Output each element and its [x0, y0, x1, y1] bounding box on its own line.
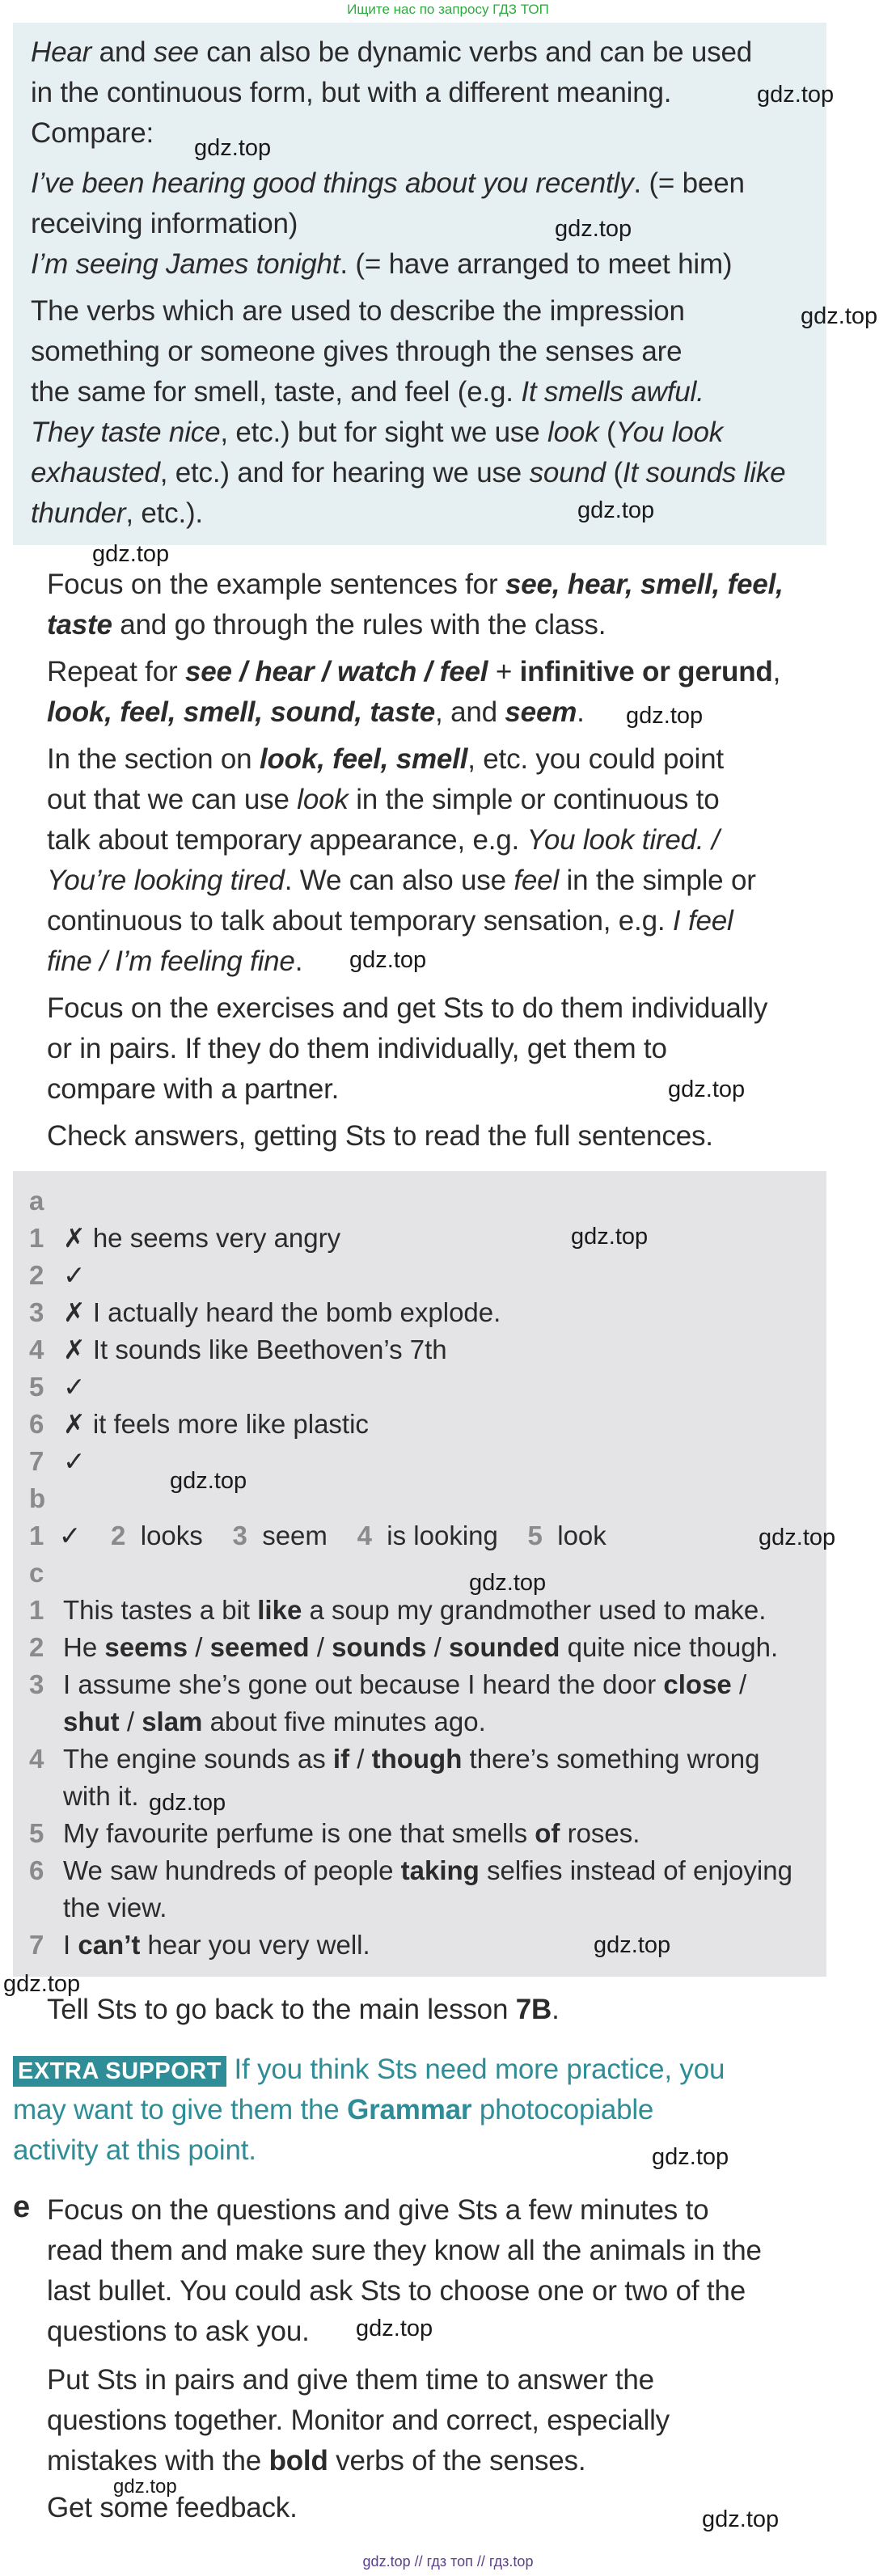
teaching-note: look, feel, smell, sound, taste, and seem. — [47, 696, 585, 728]
grammar-line: They taste nice, etc.) but for sight we use look (You look — [31, 417, 724, 448]
teaching-note: mistakes with the bold verbs of the senses. — [47, 2445, 586, 2477]
teaching-note: questions together. Monitor and correct, especially — [47, 2405, 670, 2436]
teaching-note: Repeat for see / hear / watch / feel + infinitive or gerund, — [47, 656, 781, 687]
answer-row: 2 ✓ — [29, 1260, 86, 1290]
watermark: gdz.top — [626, 703, 704, 729]
answer-section-label: c — [29, 1558, 44, 1588]
watermark: gdz.top — [149, 1790, 226, 1816]
answer-row: 2 He seems / seemed / sounds / sounded quite nice though. — [29, 1632, 779, 1662]
watermark: gdz.top — [702, 2506, 780, 2532]
back-to-lesson-note: Tell Sts to go back to the main lesson 7B. — [47, 1994, 560, 2025]
teaching-note: talk about temporary appearance, e.g. You look tired. / — [47, 824, 720, 856]
grammar-line: The verbs which are used to describe the impression — [31, 295, 685, 327]
watermark: gdz.top — [349, 947, 427, 973]
grammar-line: I’ve been hearing good things about you recently. (= been — [31, 167, 745, 199]
watermark: gdz.top — [668, 1077, 746, 1102]
answer-row-continued: with it. — [63, 1781, 139, 1811]
answer-row: 5 ✓ — [29, 1372, 86, 1402]
teaching-note: read them and make sure they know all the animals in the — [47, 2235, 762, 2266]
teaching-note: last bullet. You could ask Sts to choose one or two of the — [47, 2275, 746, 2307]
teaching-note: taste and go through the rules with the class. — [47, 609, 606, 641]
watermark: gdz.top — [757, 82, 835, 108]
teaching-note: questions to ask you. — [47, 2316, 310, 2347]
extra-support-line: activity at this point. — [13, 2134, 256, 2166]
answer-row: 7 I can’t hear you very well. — [29, 1930, 370, 1960]
answer-row: 3 I assume she’s gone out because I heard the door close / — [29, 1669, 747, 1699]
answer-row: 4 The engine sounds as if / though there’s something wrong — [29, 1744, 760, 1774]
teaching-note: Focus on the exercises and get Sts to do them individually — [47, 992, 768, 1024]
teaching-note: Focus on the example sentences for see, hear, smell, feel, — [47, 569, 784, 600]
grammar-line: something or someone gives through the senses are — [31, 336, 683, 367]
watermark: gdz.top — [356, 2316, 433, 2341]
answer-row: 1 ✓ 2 looks 3 seem 4 is looking 5 look — [29, 1521, 606, 1550]
teaching-note: Focus on the questions and give Sts a few minutes to — [47, 2194, 709, 2226]
grammar-line: exhausted, etc.) and for hearing we use sound (It sounds like — [31, 457, 786, 489]
answer-row: 1 ✗ he seems very angry — [29, 1223, 341, 1253]
teaching-note: out that we can use look in the simple or continuous to — [47, 784, 720, 815]
extra-support-label: EXTRA SUPPORT — [13, 2056, 226, 2087]
top-banner: Ищите нас по запросу ГДЗ ТОП — [347, 2, 549, 17]
extra-support-line: may want to give them the Grammar photocopiable — [13, 2094, 654, 2126]
watermark: gdz.top — [652, 2144, 729, 2170]
section-e-letter: e — [13, 2190, 31, 2224]
answer-section-label: b — [29, 1483, 46, 1513]
watermark: gdz.top — [571, 1224, 649, 1250]
grammar-line: Compare: — [31, 117, 154, 149]
answer-row-continued: the view. — [63, 1893, 167, 1922]
watermark: gdz.top — [594, 1932, 671, 1958]
watermark: gdz.top — [3, 1971, 81, 1997]
grammar-line: in the continuous form, but with a different meaning. — [31, 77, 672, 108]
answer-row: 7 ✓ — [29, 1446, 86, 1476]
teaching-note: or in pairs. If they do them individually, get them to — [47, 1033, 667, 1064]
watermark: gdz.top — [759, 1525, 836, 1550]
answer-row: 5 My favourite perfume is one that smells of roses. — [29, 1818, 640, 1848]
answer-section-label: a — [29, 1186, 44, 1216]
teaching-note: Check answers, getting Sts to read the full sentences. — [47, 1120, 713, 1152]
grammar-line: I’m seeing James tonight. (= have arranged to meet him) — [31, 248, 733, 280]
teaching-note: continuous to talk about temporary sensation, e.g. I feel — [47, 905, 733, 937]
answer-row: 3 ✗ I actually heard the bomb explode. — [29, 1297, 501, 1327]
teaching-note: compare with a partner. — [47, 1073, 340, 1105]
grammar-line: Hear and see can also be dynamic verbs and can be used — [31, 36, 753, 68]
teaching-note: You’re looking tired. We can also use feel in the simple or — [47, 865, 756, 896]
watermark: gdz.top — [194, 135, 272, 161]
answer-row-continued: shut / slam about five minutes ago. — [63, 1707, 486, 1736]
extra-support-line: EXTRA SUPPORT If you think Sts need more practice, you — [13, 2049, 725, 2090]
answer-row: 6 ✗ it feels more like plastic — [29, 1409, 369, 1439]
watermark: gdz.top — [469, 1570, 547, 1596]
answer-row: 4 ✗ It sounds like Beethoven’s 7th — [29, 1335, 447, 1364]
teaching-note: Put Sts in pairs and give them time to answer the — [47, 2364, 654, 2396]
teaching-note: Get some feedback. — [47, 2492, 298, 2523]
footer: gdz.top // гдз топ // гдз.top — [362, 2553, 534, 2570]
grammar-line: the same for smell, taste, and feel (e.g. It smells awful. — [31, 376, 704, 408]
grammar-line: thunder, etc.). — [31, 497, 203, 529]
watermark: gdz.top — [555, 216, 632, 242]
answer-row: 1 This tastes a bit like a soup my grandmother used to make. — [29, 1595, 767, 1625]
answer-row: 6 We saw hundreds of people taking selfies instead of enjoying — [29, 1855, 792, 1885]
watermark: gdz.top — [801, 303, 878, 329]
teaching-note: fine / I’m feeling fine. — [47, 945, 303, 977]
watermark: gdz.top — [92, 541, 170, 567]
grammar-line: receiving information) — [31, 208, 298, 239]
teaching-note: In the section on look, feel, smell, etc. you could point — [47, 743, 724, 775]
watermark: gdz.top — [113, 2476, 177, 2498]
watermark: gdz.top — [170, 1468, 247, 1494]
watermark: gdz.top — [577, 497, 655, 523]
